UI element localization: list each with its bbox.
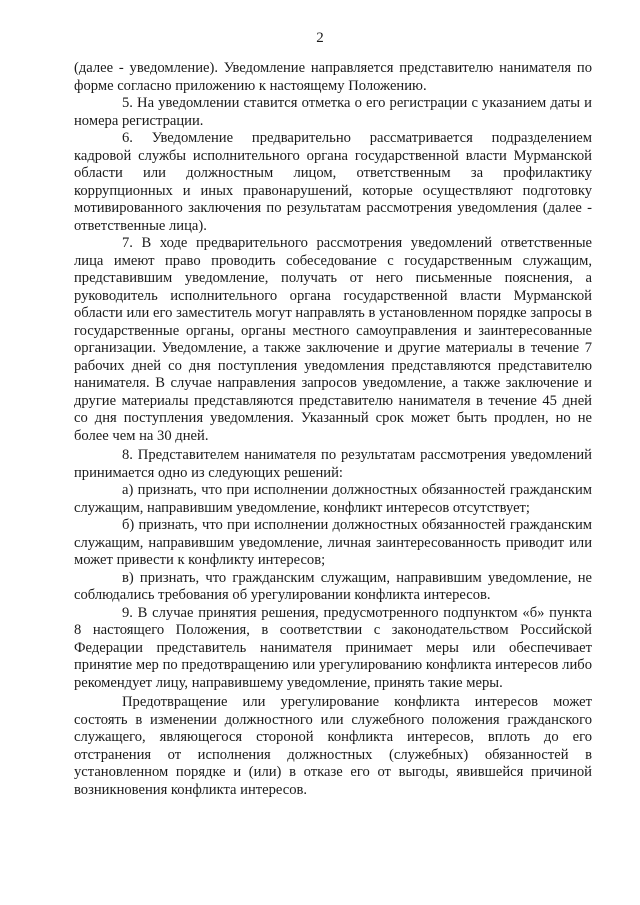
paragraph-7: 7. В ходе предварительного рассмотрения уведомлений ответственные лица имеют право проводить собеседование с государственным служащим, представившим уведомление, получать от него письменные пояснения, а руководитель исполнительного органа государственной власти Мурманской области или его заместитель могут направлять в установленном порядке запросы в государственные органы, органы местного самоуправления и заинтересованные организации. Уведомление, а также заключение и другие материалы в течение 7 рабочих дней со дня поступления уведомления представляются представителю нанимателя. В случае направления запросов уведомление, а также заключение и другие материалы представляются представителю нанимателя в течение 45 дней со дня поступления уведомления. Указанный срок может быть продлен, но не более чем на 30 дней. — [74, 235, 592, 444]
page-number: 2 — [316, 30, 324, 46]
paragraph-4-continuation: (далее - уведомление). Уведомление направляется представителю нанимателя по форме согласно приложению к настоящему Положению. — [74, 60, 592, 94]
paragraph-5: 5. На уведомлении ставится отметка о его регистрации с указанием даты и номера регистрации. — [74, 95, 592, 129]
paragraph-8-item-a: а) признать, что при исполнении должностных обязанностей гражданским служащим, направившим уведомление, конфликт интересов отсутствует; — [74, 482, 592, 516]
document-body — [74, 60, 592, 799]
paragraph-6: 6. Уведомление предварительно рассматривается подразделением кадровой службы исполнительного органа государственной власти Мурманской области или должностным лицом, ответственным за профилактику коррупционных и иных правонарушений, которые осуществляют подготовку мотивированного заключения по результатам рассмотрения уведомления (далее - ответственные лица). — [74, 130, 592, 234]
paragraph-9-continuation: Предотвращение или урегулирование конфликта интересов может состоять в изменении должностного или служебного положения гражданского служащего, являющегося стороной конфликта интересов, вплоть до его отстранения от исполнения должностных (служебных) обязанностей в установленном порядке и (или) в отказе его от выгоды, явившейся причиной возникновения конфликта интересов. — [74, 694, 592, 798]
paragraph-8-item-b: б) признать, что при исполнении должностных обязанностей гражданским служащим, направившим уведомление, личная заинтересованность приводит или может привести к конфликту интересов; — [74, 517, 592, 568]
paragraph-8: 8. Представителем нанимателя по результатам рассмотрения уведомлений принимается одно из следующих решений: — [74, 447, 592, 481]
paragraph-9: 9. В случае принятия решения, предусмотренного подпунктом «б» пункта 8 настоящего Положения, в соответствии с законодательством Российской Федерации представитель нанимателя принимает меры или обеспечивает принятие мер по предотвращению или урегулированию конфликта интересов либо рекомендует лицу, направившему уведомление, принять такие меры. — [74, 604, 592, 691]
paragraph-8-item-c: в) признать, что гражданским служащим, направившим уведомление, не соблюдались требования об урегулировании конфликта интересов. — [74, 569, 592, 603]
